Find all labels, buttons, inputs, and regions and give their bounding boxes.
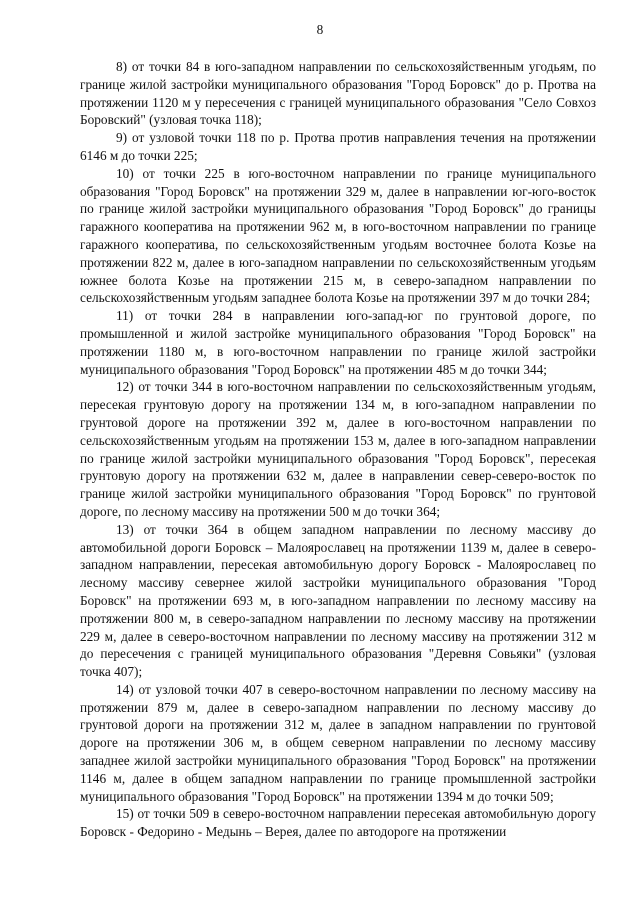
- page-number: 8: [316, 22, 324, 37]
- document-body: [80, 58, 596, 841]
- paragraph-12: 12) от точки 344 в юго-восточном направлении по сельскохозяйственным угодьям, пересекая грунтовую дорогу на протяжении 134 м, в юго-западном направлении по грунтовой дороге на протяжении 392 м, далее в юго-восточном направлении по сельскохозяйственным угодьям на протяжении 153 м, далее в юго-западном направлении по границе жилой застройки муниципального образования "Город Боровск", пересекая грунтовую дорогу на протяжении 632 м, далее в направлении север-северо-восток по границе жилой застройки муниципального образования "Город Боровск" по грунтовой дороге, по лесному массиву на протяжении 500 м до точки 364;: [80, 379, 596, 519]
- paragraph-14: 14) от узловой точки 407 в северо-восточном направлении по лесному массиву на протяжении 879 м, далее в северо-западном направлении по лесному массиву до грунтовой дороги на протяжении 312 м, далее в западном направлении по грунтовой дороге на протяжении 306 м, в общем северном направлении по лесному массиву западнее жилой застройки муниципального образования "Город Боровск" на протяжении 1146 м, далее в общем западном направлении по границе промышленной застройки муниципального образования "Город Боровск" на протяжении 1394 м до точки 509;: [80, 681, 596, 804]
- paragraph-11: 11) от точки 284 в направлении юго-запад-юг по грунтовой дороге, по промышленной и жилой застройке муниципального образования "Город Боровск" на протяжении 1180 м, в юго-восточном направлении по границе жилой застройки муниципального образования "Город Боровск" на протяжении 485 м до точки 344;: [80, 308, 596, 377]
- paragraph-10: 10) от точки 225 в юго-восточном направлении по границе муниципального образования "Город Боровск" на протяжении 329 м, далее в направлении юг-юго-восток по границе жилой застройки муниципального образования "Город Боровск" до границы гаражного кооператива на протяжении 962 м, в юго-восточном направлении по границе гаражного кооператива, по сельскохозяйственным угодьям восточнее болота Козье на протяжении 822 м, далее в юго-западном направлении по сельскохозяйственным угодьям южнее болота Козье на протяжении 215 м, в северо-западном направлении по сельскохозяйственным угодьям западнее болота Козье на протяжении 397 м до точки 284;: [80, 165, 596, 306]
- paragraph-13: 13) от точки 364 в общем западном направлении по лесному массиву до автомобильной дороги Боровск – Малоярославец на протяжении 1139 м, далее в северо-западном направлении, пересекая автомобильную дорогу Боровск - Малоярославец по лесному массиву севернее жилой застройки муниципального образования "Город Боровск" на протяжении 693 м, в юго-западном направлении по лесному массиву на протяжении 800 м, в северо-западном направлении по лесному массиву на протяжении 229 м, далее в северо-восточном направлении по лесному массиву на протяжении 312 м до пересечения с границей муниципального образования "Деревня Совьяки" (узловая точка 407);: [80, 521, 596, 680]
- paragraph-8: 8) от точки 84 в юго-западном направлении по сельскохозяйственным угодьям, по границе жилой застройки муниципального образования "Город Боровск" до р. Протва на протяжении 1120 м у пересечения с границей муниципального образования "Село Совхоз Боровский" (узловая точка 118);: [80, 59, 596, 128]
- paragraph-15: 15) от точки 509 в северо-восточном направлении пересекая автомобильную дорогу Боровск - Федорино - Медынь – Верея, далее по автодороге на протяжении: [80, 806, 596, 840]
- paragraph-9: 9) от узловой точки 118 по р. Протва против направления течения на протяжении 6146 м до точки 225;: [80, 130, 596, 163]
